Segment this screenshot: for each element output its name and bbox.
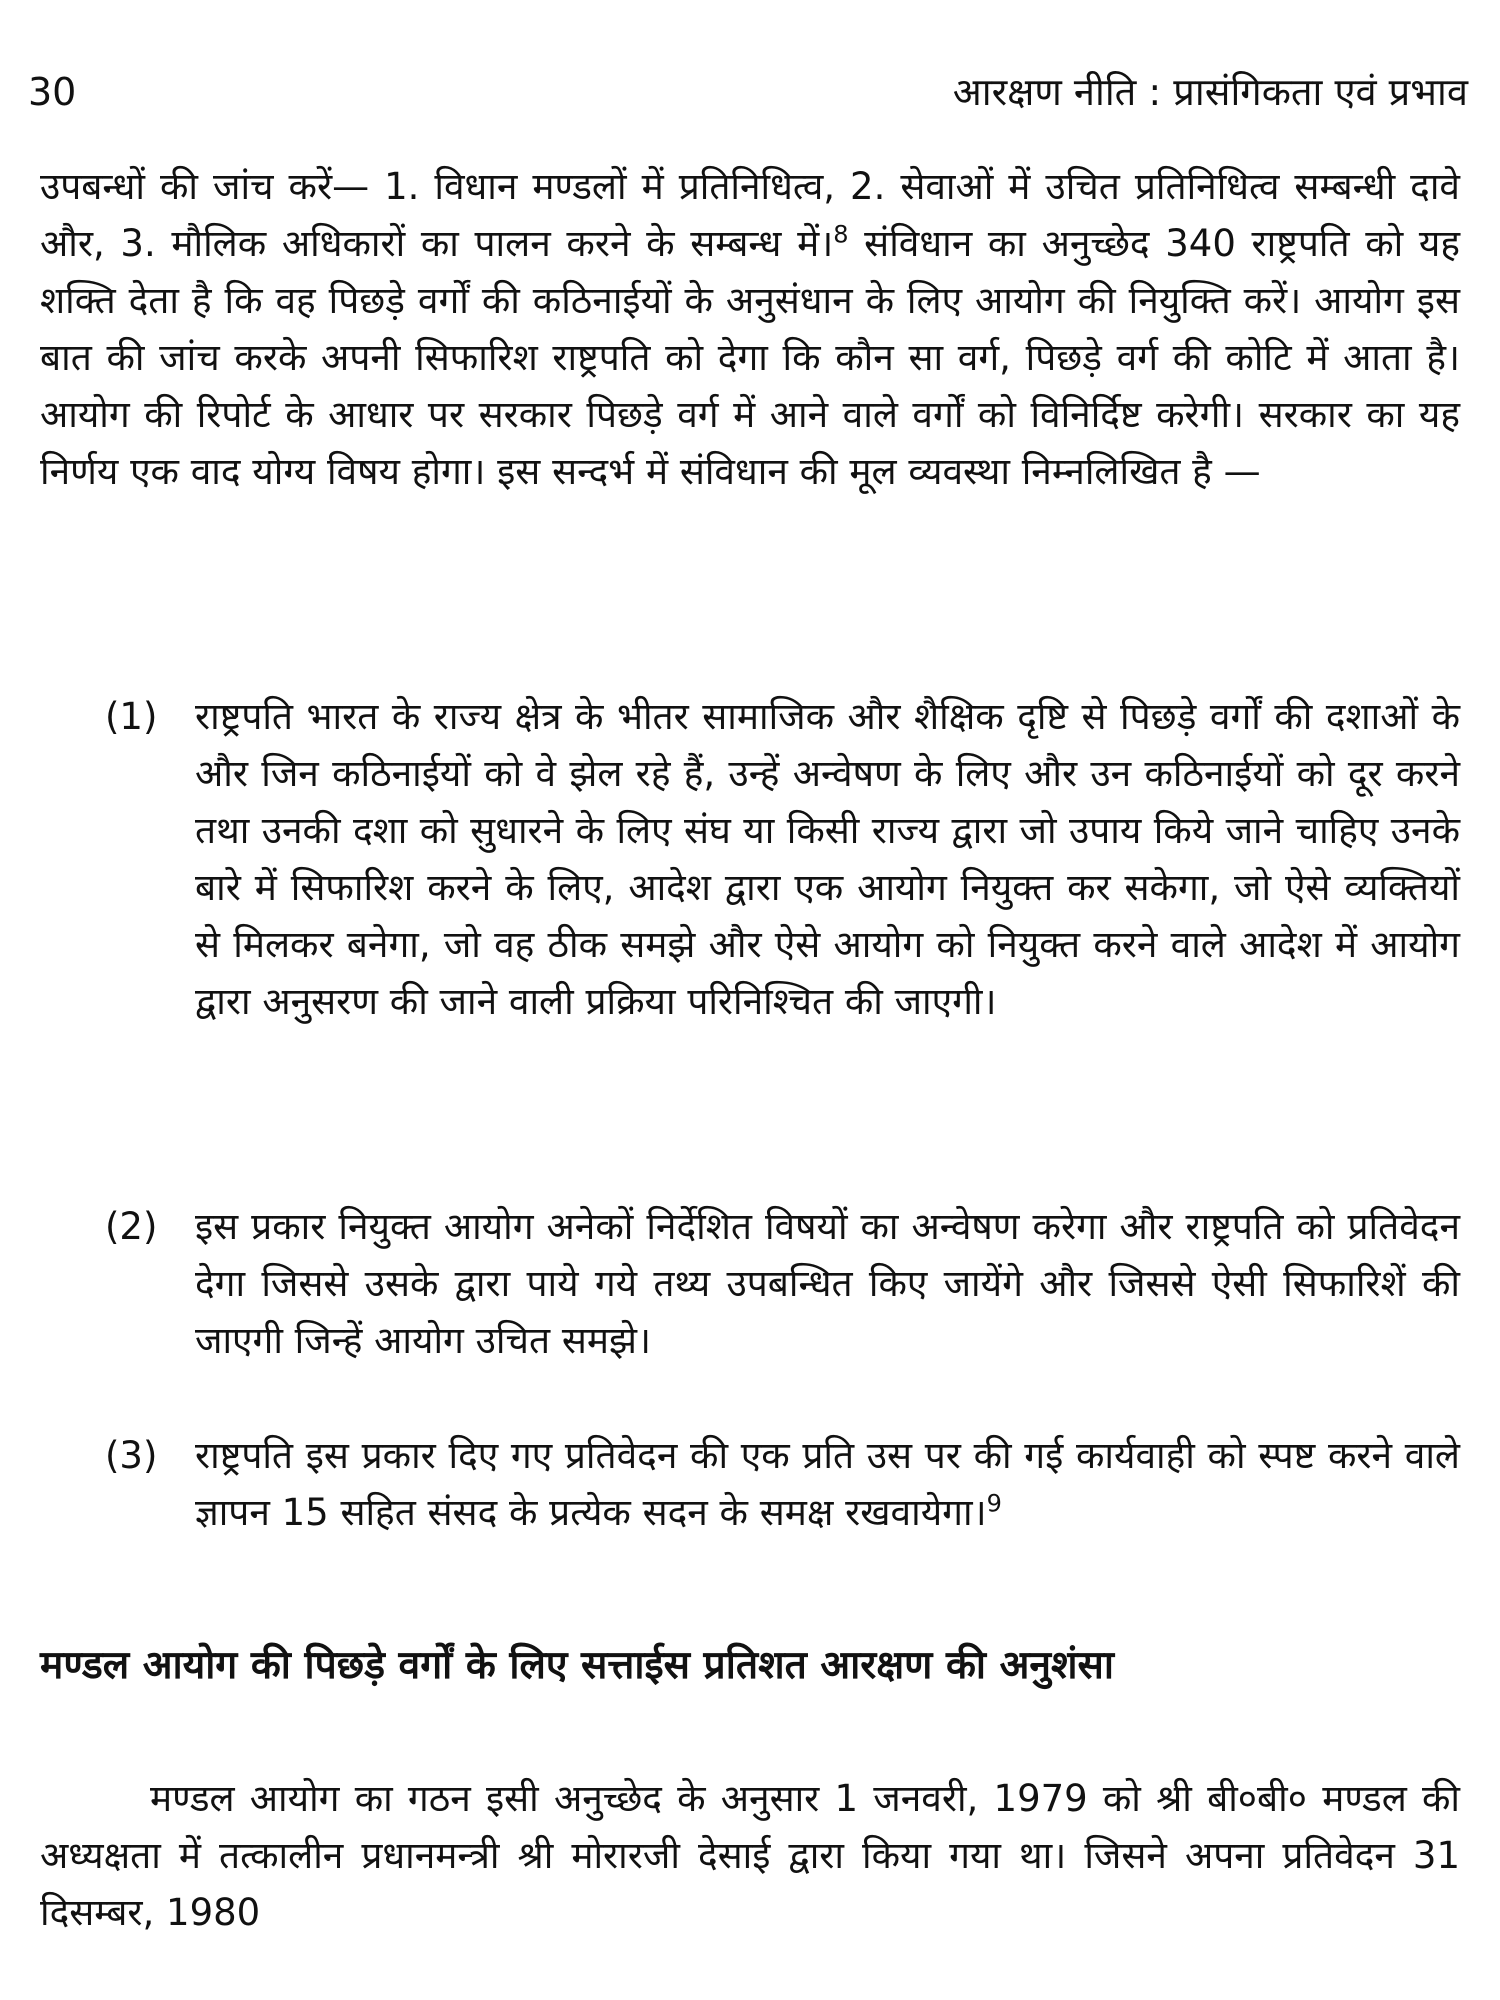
- list-marker: (3): [105, 1434, 158, 1477]
- list-item: [105, 1198, 1460, 1369]
- list-item: [105, 688, 1460, 1030]
- list-item-text: इस प्रकार नियुक्त आयोग अनेकों निर्देशित विषयों का अन्वेषण करेगा और राष्ट्रपति को प्रतिवेदन देगा जिससे उसके द्वारा पाये गये तथ्य उपबन्धित किए जायेंगे और जिससे ऐसी सिफारिशें की जाएगी जिन्हें आयोग उचित समझे।: [195, 1205, 1460, 1362]
- running-title: आरक्षण नीति : प्रासंगिकता एवं प्रभाव: [952, 70, 1468, 114]
- intro-text-part2: संविधान का अनुच्छेद 340 राष्ट्रपति को यह शक्ति देता है कि वह पिछड़े वर्गों की कठिनाईयों के अनुसंधान के लिए आयोग की नियुक्ति करें। आयोग इस बात की जांच करके अपनी सिफारिश राष्ट्रपति को देगा कि कौन सा वर्ग, पिछड़े वर्ग की कोटि में आता है। आयोग की रिपोर्ट के आधार पर सरकार पिछड़े वर्ग में आने वाले वर्गों को विनिर्दिष्ट करेगी। सरकार का यह निर्णय एक वाद योग्य विषय होगा। इस सन्दर्भ में संविधान की मूल व्यवस्था निम्नलिखित है —: [40, 222, 1460, 493]
- list-marker: (1): [105, 695, 158, 738]
- list-item-text: राष्ट्रपति भारत के राज्य क्षेत्र के भीतर सामाजिक और शैक्षिक दृष्टि से पिछड़े वर्गों की दशाओं के और जिन कठिनाईयों को वे झेल रहे हैं, उन्हें अन्वेषण के लिए और उन कठिनाईयों को दूर करने तथा उनकी दशा को सुधारने के लिए संघ या किसी राज्य द्वारा जो उपाय किये जाने चाहिए उनके बारे में सिफारिश करने के लिए, आदेश द्वारा एक आयोग नियुक्त कर सकेगा, जो ऐसे व्यक्तियों से मिलकर बनेगा, जो वह ठीक समझे और ऐसे आयोग को नियुक्त करने वाले आदेश में आयोग द्वारा अनुसरण की जाने वाली प्रक्रिया परिनिश्चित की जाएगी।: [195, 695, 1460, 1023]
- list-marker: (2): [105, 1205, 158, 1248]
- list-item-text: राष्ट्रपति इस प्रकार दिए गए प्रतिवेदन की एक प्रति उस पर की गई कार्यवाही को स्पष्ट करने वाले ज्ञापन 15 सहित संसद के प्रत्येक सदन के समक्ष रखवायेगा।: [195, 1434, 1460, 1534]
- list-item: [105, 1427, 1460, 1541]
- section-heading: मण्डल आयोग की पिछड़े वर्गों के लिए सत्ताईस प्रतिशत आरक्षण की अनुशंसा: [40, 1643, 1115, 1688]
- footnote-ref-8: 8: [833, 220, 849, 249]
- intro-paragraph: [40, 158, 1460, 500]
- intro-text-part1: उपबन्धों की जांच करें— 1. विधान मण्डलों में प्रतिनिधित्व, 2. सेवाओं में उचित प्रतिनिधित्व सम्बन्धी दावे और, 3. मौलिक अधिकारों का पालन करने के सम्बन्ध में।: [40, 165, 1460, 265]
- page-header: [28, 62, 1468, 122]
- body-paragraph: मण्डल आयोग का गठन इसी अनुच्छेद के अनुसार 1 जनवरी, 1979 को श्री बी०बी० मण्डल की अध्यक्षता में तत्कालीन प्रधानमन्त्री श्री मोरारजी देसाई द्वारा किया गया था। जिसने अपना प्रतिवेदन 31 दिसम्बर, 1980: [40, 1777, 1460, 1934]
- footnote-ref-9: 9: [986, 1489, 1002, 1518]
- page-number: 30: [28, 70, 77, 114]
